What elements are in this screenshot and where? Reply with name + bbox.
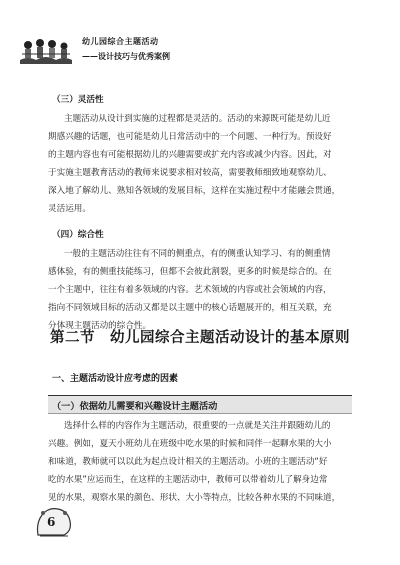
- subsection-heading: 一、主题活动设计应考虑的因素: [52, 374, 179, 384]
- paragraph-line: 兴趣。例如，夏天小班幼儿在班级中吃水果的时候和同伴一起聊水果的大小: [48, 439, 332, 449]
- paragraph-line: 指向不同领域目标的活动又都是以主题中的核心话题展开的，相互关联，充: [48, 303, 332, 313]
- page-number-badge: [34, 505, 74, 539]
- paragraph-line: 主题活动从设计到实施的过程都是灵活的。活动的来源既可能是幼儿近: [64, 114, 331, 124]
- page-header: [18, 30, 278, 68]
- children-logo-icon: [18, 34, 74, 66]
- paragraph-line: 一般的主题活动往往有不同的侧重点，有的侧重认知学习、有的侧重情: [64, 249, 331, 259]
- section-title: 第二节 幼儿园综合主题活动设计的基本原则: [50, 330, 350, 346]
- series-subtitle: ——设计技巧与优秀案例: [82, 51, 170, 61]
- paragraph-line: 感体验，有的侧重技能练习，但都不会彼此割裂，更多的时候是综合的。在: [48, 267, 332, 277]
- paragraph-line: 选择什么样的内容作为主题活动，很重要的一点就是关注并跟随幼儿的: [64, 421, 331, 431]
- paragraph-line: 一个主题中，往往有着多领域的内容。艺术领域的内容或社会领域的内容，: [48, 285, 332, 295]
- paragraph-line: 灵活运用。: [48, 204, 91, 214]
- paragraph-line: 的主题内容也有可能根据幼儿的兴趣需要或扩充内容或减少内容。因此，对: [48, 150, 332, 160]
- paragraph-line: 于实施主题教育活动的教师来说要求相对较高，需要教师细致地观察幼儿、: [48, 168, 332, 178]
- heading-flexibility: （三）灵活性: [52, 95, 104, 105]
- page-number: 6: [47, 515, 56, 529]
- heading-bar: [48, 395, 352, 414]
- paragraph-line: 深入地了解幼儿、熟知各领域的发展目标，这样在实施过程中才能融会贯通，: [48, 186, 341, 196]
- series-title: 幼儿园综合主题活动: [82, 36, 159, 46]
- heading-comprehensiveness: （四）综合性: [52, 230, 104, 240]
- paragraph-line: 见的水果，观察水果的颜色、形状、大小等特点，比较各种水果的不同味道，: [48, 493, 341, 503]
- paragraph-line: 吃的水果”应运而生，在这样的主题活动中，教师可以带着幼儿了解身边常: [48, 475, 328, 485]
- paragraph-line: 期感兴趣的话题，也可能是幼儿日常活动中的一个问题、一种行为。预设好: [48, 132, 332, 142]
- paragraph-line: 分体现主题活动的综合性。: [48, 321, 152, 331]
- heading-bar-text: （一）依据幼儿需要和兴趣设计主题活动: [52, 401, 218, 412]
- paragraph-line: 和味道，教师就可以以此为起点设计相关的主题活动。小班的主题活动“好: [48, 457, 328, 467]
